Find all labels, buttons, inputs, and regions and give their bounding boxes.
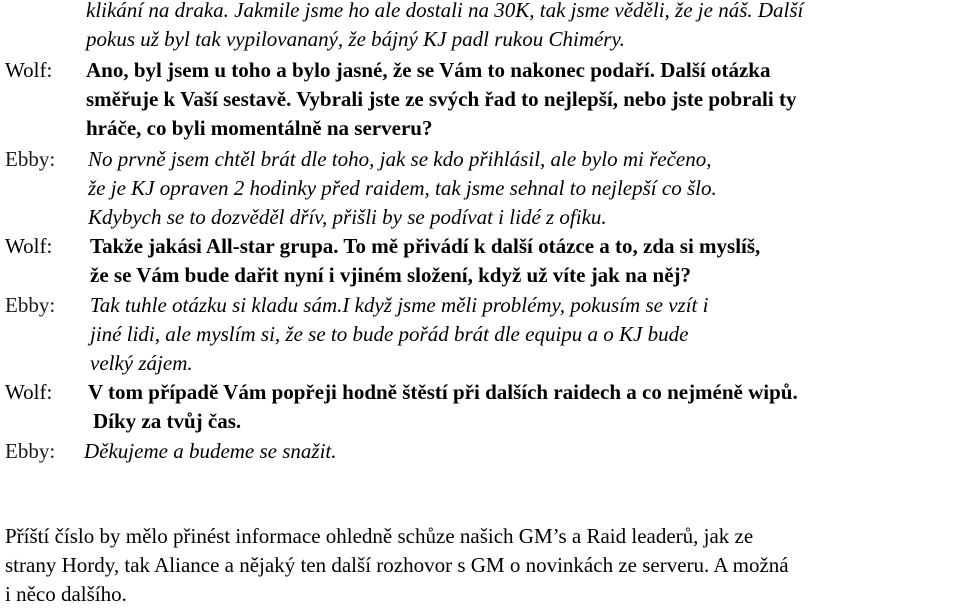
footer-line: Příští číslo by mělo přinést informace ohledně schůze našich GM’s a Raid leaderů, jak ze [5, 524, 754, 548]
wolf-question-line: směřuje k Vaší sestavě. Vybrali jste ze svých řad to nejlepší, nebo jste pobrali ty [86, 87, 797, 111]
ebby-answer-line: Tak tuhle otázku si kladu sám.I když jsme měli problémy, pokusím se vzít i [90, 293, 709, 317]
wolf-question-line: Ano, byl jsem u toho a bylo jasné, že se Vám to nakonec podaří. Další otázka [86, 58, 771, 82]
ebby-answer-line: velký zájem. [90, 351, 193, 375]
speaker-label-ebby: Ebby: [5, 293, 56, 317]
continuation-line-2: pokus už byl tak vypilovananý, že bájný KJ padl rukou Chiméry. [86, 27, 625, 51]
ebby-answer-line: Děkujeme a budeme se snažit. [84, 439, 337, 463]
ebby-answer-line: Kdybych se to dozvěděl dřív, přišli by se podívat i lidé z ofiku. [88, 205, 607, 229]
ebby-answer-line: že je KJ opraven 2 hodinky před raidem, tak jsme sehnal to nejlepší co šlo. [88, 176, 717, 200]
speaker-label-wolf: Wolf: [5, 234, 53, 258]
wolf-question-line: Takže jakási All-star grupa. To mě přivádí k další otázce a to, zda si myslíš, [90, 234, 761, 258]
footer-line: i něco dalšího. [5, 582, 127, 606]
speaker-label-wolf: Wolf: [5, 380, 53, 404]
ebby-answer-line: jiné lidi, ale myslím si, že se to bude pořád brát dle equipu a o KJ bude [90, 322, 689, 346]
speaker-label-ebby: Ebby: [5, 147, 56, 171]
wolf-question-line: V tom případě Vám popřeji hodně štěstí při dalších raidech a co nejméně wipů. [88, 380, 798, 404]
wolf-question-line: hráče, co byli momentálně na serveru? [86, 116, 433, 140]
speaker-label-ebby: Ebby: [5, 439, 56, 463]
wolf-question-line: Díky za tvůj čas. [93, 409, 242, 433]
speaker-label-wolf: Wolf: [5, 58, 53, 82]
continuation-line-1: klikání na draka. Jakmile jsme ho ale dostali na 30K, tak jsme věděli, že je náš. Další [86, 0, 804, 22]
ebby-answer-line: No prvně jsem chtěl brát dle toho, jak se kdo přihlásil, ale bylo mi řečeno, [88, 147, 712, 171]
footer-line: strany Hordy, tak Aliance a nějaký ten další rozhovor s GM o novinkách ze serveru. A možná [5, 553, 789, 577]
wolf-question-line: že se Vám bude dařit nyní i vjiném složení, když už víte jak na něj? [90, 263, 692, 287]
